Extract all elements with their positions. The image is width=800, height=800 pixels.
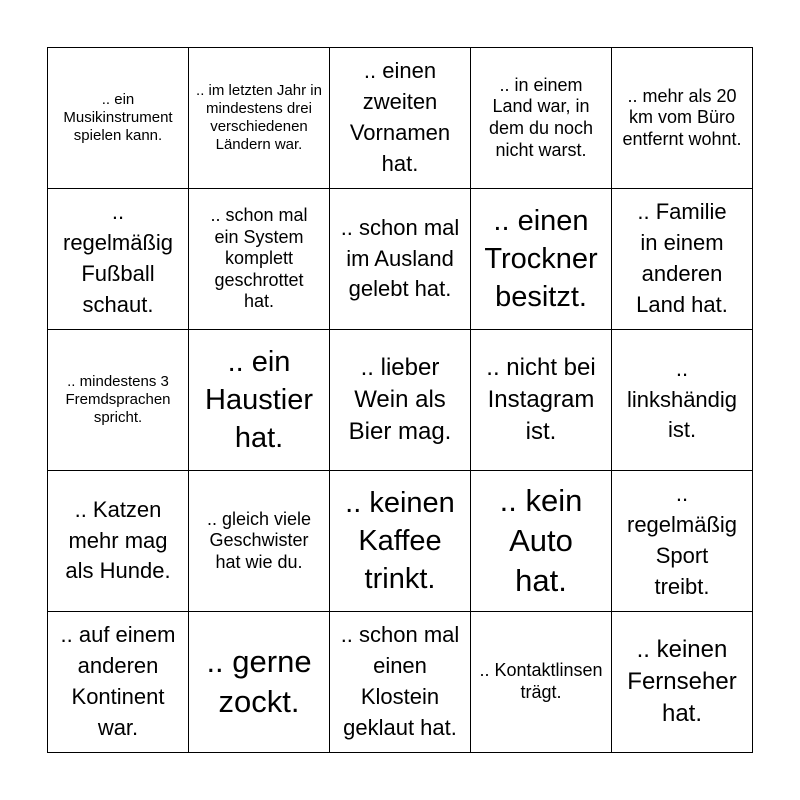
bingo-cell-text: .. kein Auto hat. [499,482,583,599]
bingo-cell-text: .. ein Musikinstrument spielen kann. [63,91,173,144]
bingo-cell-text: .. lieber Wein als Bier mag. [348,354,452,445]
bingo-cell[interactable] [612,189,753,330]
bingo-cell-text: .. schon mal im Ausland gelebt hat. [340,214,460,302]
bingo-cell[interactable] [189,330,330,471]
bingo-cell[interactable] [471,189,612,330]
bingo-cell[interactable] [612,48,753,189]
bingo-cell-text: .. auf einem anderen Kontinent war. [60,622,176,740]
bingo-cell-text: .. einen Trockner besitzt. [484,204,598,314]
bingo-cell-text: .. in einem Land war, in dem du noch nicht warst. [488,74,594,160]
bingo-cell-text: .. keinen Fernseher hat. [627,636,737,727]
bingo-cell-text: .. nicht bei Instagram ist. [486,354,596,445]
bingo-cell-text: .. keinen Kaffee trinkt. [345,486,455,596]
bingo-cell[interactable] [48,48,189,189]
bingo-board [47,47,753,753]
bingo-cell-text: .. Kontaktlinsen trägt. [479,660,603,702]
bingo-cell-text: .. regelmäßig Fußball schaut. [63,199,174,317]
bingo-cell[interactable] [189,48,330,189]
bingo-cell[interactable] [330,471,471,612]
bingo-cell[interactable] [612,330,753,471]
bingo-cell-text: .. schon mal ein System komplett geschrottet hat. [210,205,308,312]
bingo-cell[interactable] [612,471,753,612]
bingo-cell[interactable] [330,612,471,753]
bingo-cell[interactable] [48,330,189,471]
bingo-cell[interactable] [189,471,330,612]
bingo-cell[interactable] [612,612,753,753]
bingo-cell-text: .. im letzten Jahr in mindestens drei verschiedenen Ländern war. [196,82,322,153]
bingo-cell-text: .. gerne zockt. [206,643,312,719]
bingo-cell[interactable] [330,189,471,330]
bingo-cell[interactable] [48,471,189,612]
bingo-cell-text: .. mindestens 3 Fremdsprachen spricht. [65,373,171,426]
bingo-cell-text: .. linkshändig ist. [626,355,738,443]
bingo-cell[interactable] [189,612,330,753]
bingo-cell[interactable] [471,471,612,612]
bingo-cell-text: .. schon mal einen Klostein geklaut hat. [340,622,460,740]
bingo-cell-text: .. Katzen mehr mag als Hunde. [65,496,171,584]
bingo-cell-text: .. regelmäßig Sport treibt. [627,481,738,599]
bingo-cell[interactable] [471,48,612,189]
bingo-cell-text: .. mehr als 20 km vom Büro entfernt wohnt. [622,85,742,149]
bingo-cell[interactable] [48,189,189,330]
bingo-cell-text: .. ein Haustier hat. [205,345,313,455]
bingo-cell-text: .. gleich viele Geschwister hat wie du. [206,508,312,572]
bingo-cell[interactable] [471,330,612,471]
bingo-cell[interactable] [471,612,612,753]
bingo-cell-text: .. einen zweiten Vornamen hat. [349,58,451,176]
bingo-cell[interactable] [189,189,330,330]
bingo-cell[interactable] [330,330,471,471]
bingo-cell[interactable] [330,48,471,189]
bingo-cell[interactable] [48,612,189,753]
bingo-cell-text: .. Familie in einem anderen Land hat. [636,199,728,317]
